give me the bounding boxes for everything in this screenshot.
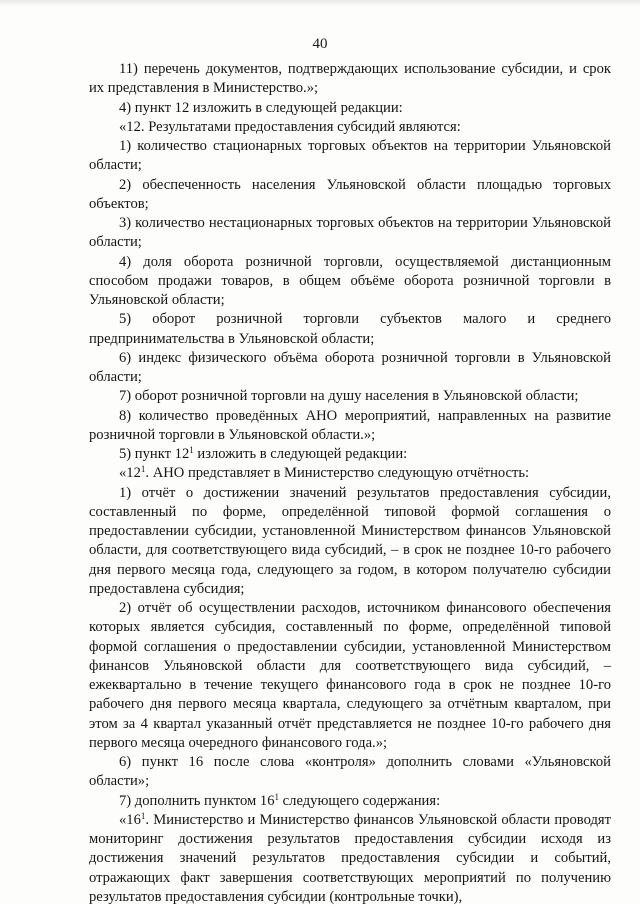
paragraph: «12. Результатами предоставления субсидий являются: (119, 118, 461, 135)
paragraph (89, 792, 611, 811)
superscript: 1 (274, 791, 280, 802)
scan-edge-shadow (0, 0, 640, 6)
paragraph: 6) пункт 16 после слова «контроля» дополнить словами «Ульяновской области»; (89, 754, 611, 790)
paragraph (89, 811, 611, 907)
paragraph-text: 5) пункт 12 (119, 446, 190, 462)
paragraph: 3) количество нестационарных торговых объектов на территории Ульяновской области; (89, 215, 611, 251)
paragraph-text: «16 (119, 811, 141, 828)
superscript: 1 (140, 464, 146, 475)
paragraph: 4) доля оборота розничной торговли, осуществляемой дистанционным способом продажи товаров, в общем объёме оборота розничной торговли в Ульяновской области; (89, 253, 611, 308)
paragraph (89, 445, 611, 464)
document-body (89, 60, 611, 907)
paragraph: 2) обеспеченность населения Ульяновской области площадью торговых объектов; (89, 176, 611, 212)
paragraph-text: . АНО представляет в Министерство следующую отчётность: (145, 465, 530, 482)
paragraph: 8) количество проведённых АНО мероприятий, направленных на развитие розничной торговли в Ульяновской области.»; (89, 407, 611, 443)
paragraph (89, 464, 611, 483)
paragraph: 11) перечень документов, подтверждающих использование субсидии, и срок их представления в Министерство.»; (89, 61, 611, 97)
paragraph-text: . Министерство и Министерство финансов Ульяновской области проводят мониторинг достижения результатов предоставления субсидии исходя из достижения значений результатов предоставления субсидии и событий, отражающих факт завершения соответствующих мероприятий по получению результатов предоставления субсидии (контрольные точки), (89, 811, 611, 905)
paragraph: 6) индекс физического объёма оборота розничной торговли в Ульяновской области; (89, 349, 611, 385)
paragraph: 1) количество стационарных торговых объектов на территории Ульяновской области; (89, 138, 611, 174)
paragraph-text: изложить в следующей редакции: (193, 446, 408, 462)
paragraph: 7) оборот розничной торговли на душу населения в Ульяновской области; (119, 388, 579, 405)
paragraph-text: следующего содержания: (279, 792, 441, 809)
paragraph: 2) отчёт об осуществлении расходов, источником финансового обеспечения которых является субсидия, составленный по форме, определённой типовой формой соглашения о предоставлении субсидии, установленной Министерством финансов Ульяновской области для соответствующего вида субсидий, – ежеквартально в течение текущего финансового года в срок не позднее 10-го рабочего дня первого месяца квартала, следующего за отчётным кварталом, при этом за 4 квартал указанный отчёт представляется не позднее 10-го рабочего дня первого месяца очередного финансового года.»; (89, 600, 611, 751)
paragraph: 4) пункт 12 изложить в следующей редакции: (119, 99, 403, 116)
superscript: 1 (189, 445, 194, 455)
paragraph: 1) отчёт о достижении значений результатов предоставления субсидии, составленный по форме, определённой типовой формой соглашения о предоставлении субсидии, установленной Министерством финансов Ульяновской области, для соответствующего вида субсидий, – в срок не позднее 10-го рабочего дня первого месяца года, следующего за годом, в котором получателю субсидии предоставлена субсидия; (89, 484, 611, 597)
page-number: 40 (312, 36, 328, 52)
paragraph-text: «12 (119, 465, 141, 482)
paragraph: 5) оборот розничной торговли субъектов малого и среднего предпринимательства в Ульяновской области; (89, 311, 611, 347)
superscript: 1 (140, 810, 146, 821)
paragraph-text: 7) дополнить пунктом 16 (119, 792, 275, 809)
